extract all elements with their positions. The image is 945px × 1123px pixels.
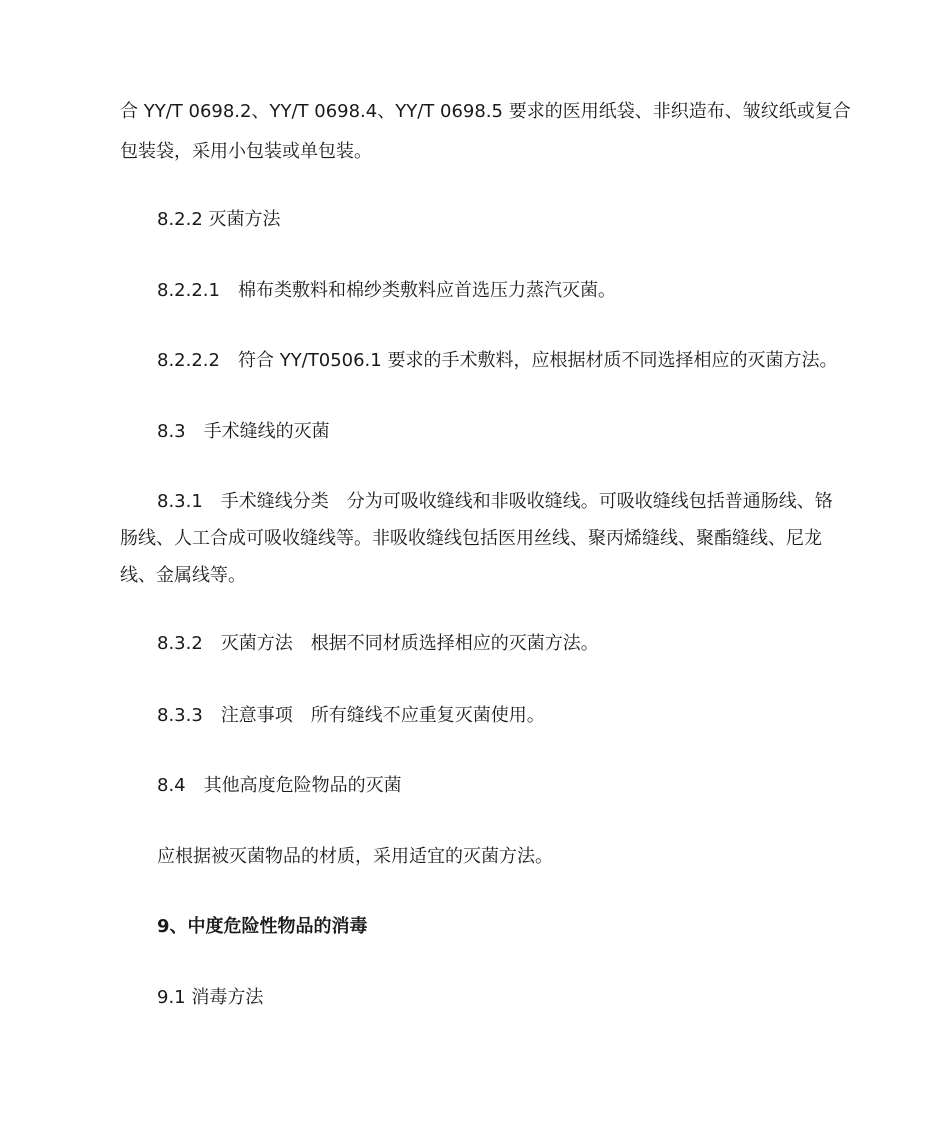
paragraph-line: 8.3.1 手术缝线分类 分为可吸收缝线和非吸收缝线。可吸收缝线包括普通肠线、铬 <box>157 491 833 512</box>
section-heading: 9.1 消毒方法 <box>157 987 264 1008</box>
paragraph-line: 应根据被灭菌物品的材质，采用适宜的灭菌方法。 <box>157 846 553 867</box>
paragraph-line: 8.2.2.2 符合 YY/T0506.1 要求的手术敷料，应根据材质不同选择相应的灭菌方法。 <box>157 350 838 371</box>
chapter-heading: 9、中度危险性物品的消毒 <box>157 916 368 937</box>
paragraph-line: 8.2.2.1 棉布类敷料和棉纱类敷料应首选压力蒸汽灭菌。 <box>157 280 616 301</box>
section-heading: 8.4 其他高度危险物品的灭菌 <box>157 775 402 796</box>
paragraph-line: 8.3.2 灭菌方法 根据不同材质选择相应的灭菌方法。 <box>157 633 599 654</box>
paragraph-line: 合 YY/T 0698.2、YY/T 0698.4、YY/T 0698.5 要求的医用纸袋、非织造布、皱纹纸或复合 <box>120 101 851 122</box>
section-heading: 8.3 手术缝线的灭菌 <box>157 421 330 442</box>
paragraph-line: 肠线、人工合成可吸收缝线等。非吸收缝线包括医用丝线、聚丙烯缝线、聚酯缝线、尼龙 <box>120 528 822 549</box>
paragraph-line: 8.3.3 注意事项 所有缝线不应重复灭菌使用。 <box>157 705 545 726</box>
section-heading: 8.2.2 灭菌方法 <box>157 209 281 230</box>
paragraph-line: 线、金属线等。 <box>120 565 246 586</box>
paragraph-line: 包装袋，采用小包装或单包装。 <box>120 141 372 162</box>
